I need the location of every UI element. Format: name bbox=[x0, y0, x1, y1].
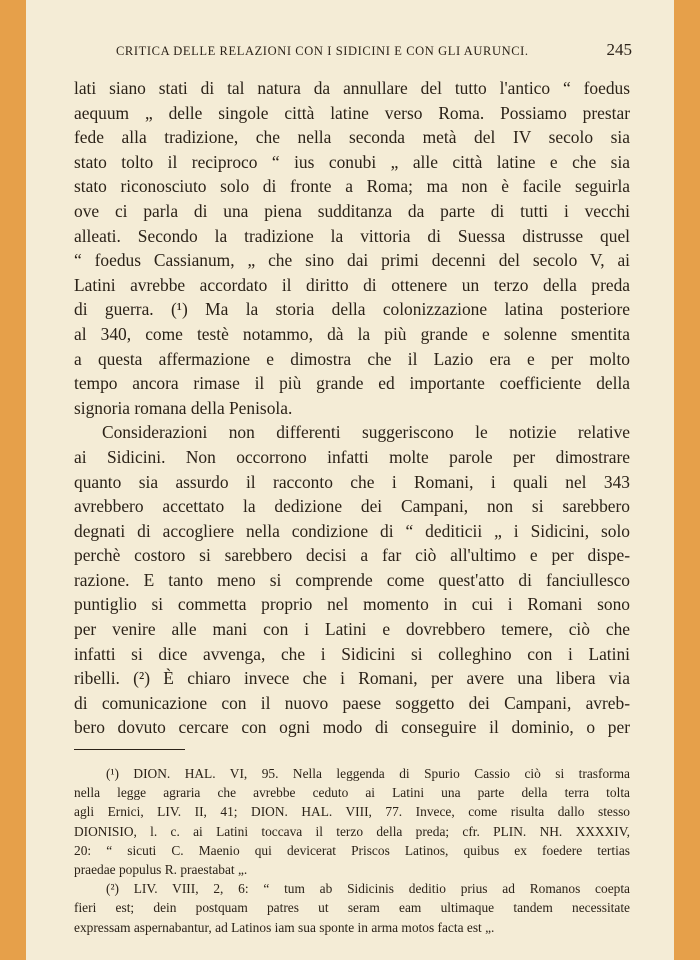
text-line: ove ci parla di una piena sudditanza da parte di tutti i vecchi bbox=[74, 200, 630, 221]
text-line: ai Sidicini. Non occorrono infatti molte parole per dimostrare bbox=[74, 446, 630, 467]
paragraph-2 bbox=[74, 420, 630, 740]
footnote-line: (²) LIV. VIII, 2, 6: “ tum ab Sidicinis deditio prius ad Romanos coepta bbox=[106, 881, 630, 897]
text-line: perchè costoro si sarebbero decisi a far ciò all'ultimo e per dispe- bbox=[74, 545, 630, 566]
text-line: degnati di accogliere nella condizione di “ dediticii „ i Sidicini, solo bbox=[74, 520, 630, 541]
text-line: signoria romana della Penisola. bbox=[74, 397, 293, 418]
footnote-line: agli Ernici, LIV. II, 41; DION. HAL. VIII, 77. Invece, come risulta dallo stesso bbox=[74, 804, 630, 820]
text-line: bero dovuto cercare con ogni modo di conseguire il dominio, o per bbox=[74, 717, 630, 738]
text-line: avrebbero accettato la dedizione dei Campani, non si sarebbero bbox=[74, 496, 630, 517]
running-title: CRITICA DELLE RELAZIONI CON I SIDICINI E CON GLI AURUNCI. bbox=[116, 44, 529, 58]
text-line: di comunicazione con il nuovo paese soggetto dei Campani, avreb- bbox=[74, 692, 630, 713]
text-line: stato riconosciuto solo di fronte a Roma; ma non è facile seguirla bbox=[74, 176, 630, 197]
footnote-line: (¹) DION. HAL. VI, 95. Nella leggenda di Spurio Cassio ciò si trasforma bbox=[106, 766, 630, 781]
text-line: tempo ancora rimase il più grande ed importante coefficiente della bbox=[74, 373, 630, 394]
text-line: alleati. Secondo la tradizione la vittoria di Suessa distrusse quel bbox=[74, 225, 630, 246]
footnote-line: nella legge agraria che avrebbe ceduto ai Latini una parte della terra tolta bbox=[74, 785, 630, 801]
text-line: Considerazioni non differenti suggeriscono le notizie relative bbox=[102, 422, 630, 443]
text-line: Latini avrebbe accordato il diritto di ottenere un terzo della preda bbox=[74, 274, 630, 295]
text-line: fede alla tradizione, che nella seconda metà del IV secolo sia bbox=[74, 127, 630, 148]
footnote-1 bbox=[74, 764, 630, 879]
text-line: razione. E tanto meno si comprende come quest'atto di fanciullesco bbox=[74, 569, 630, 590]
text-line: stato tolto il reciproco “ ius conubi „ alle città latine e che sia bbox=[74, 151, 630, 172]
text-line: al 340, come testè notammo, dà la più grande e solenne smentita bbox=[74, 323, 630, 344]
footnote-line: 20: “ sicuti C. Maenio qui devicerat Priscos Latinos, quibus ex foedere tertias bbox=[74, 842, 630, 858]
page-number: 245 bbox=[606, 40, 632, 59]
footnote-line: DIONISIO, l. c. ai Latini toccava il terzo della preda; cfr. PLIN. NH. XXXXIV, bbox=[74, 823, 630, 839]
text-line: infatti si dice avvenga, che i Sidicini si colleghino con i Latini bbox=[74, 643, 630, 664]
text-line: ribelli. (²) È chiaro invece che i Romani, per avere una libera via bbox=[74, 668, 630, 689]
footnote-line: fieri est; dein postquam patres ut seram eam ultimaque tandem necessitate bbox=[74, 900, 630, 916]
text-line: di guerra. (¹) Ma la storia della colonizzazione latina posteriore bbox=[74, 299, 630, 320]
book-page bbox=[26, 0, 674, 960]
footnotes bbox=[74, 764, 630, 937]
footnote-line: praedae populus R. praestabat „. bbox=[74, 862, 248, 878]
footnote-divider bbox=[74, 749, 185, 750]
text-line: puntiglio si commetta proprio nel momento in cui i Romani sono bbox=[74, 594, 630, 615]
text-line: aequum „ delle singole città latine verso Roma. Possiamo prestar bbox=[74, 102, 630, 123]
running-header bbox=[68, 40, 632, 64]
footnote-line: expressam aspernabantur, ad Latinos iam sua sponte in arma motos facta est „. bbox=[74, 919, 495, 935]
paragraph-1 bbox=[74, 76, 630, 420]
text-line: “ foedus Cassianum, „ che sino dai primi decenni del secolo V, ai bbox=[74, 250, 630, 271]
main-text bbox=[74, 76, 630, 740]
text-line: a questa affermazione e dimostra che il Lazio era e per molto bbox=[74, 348, 630, 369]
text-line: per venire alle mani con i Latini e dovrebbero temere, ciò che bbox=[74, 619, 630, 640]
footnote-2 bbox=[74, 879, 630, 937]
text-line: quanto sia assurdo il racconto che i Romani, i quali nel 343 bbox=[74, 471, 630, 492]
text-line: lati siano stati di tal natura da annullare del tutto l'antico “ foedus bbox=[74, 78, 630, 98]
